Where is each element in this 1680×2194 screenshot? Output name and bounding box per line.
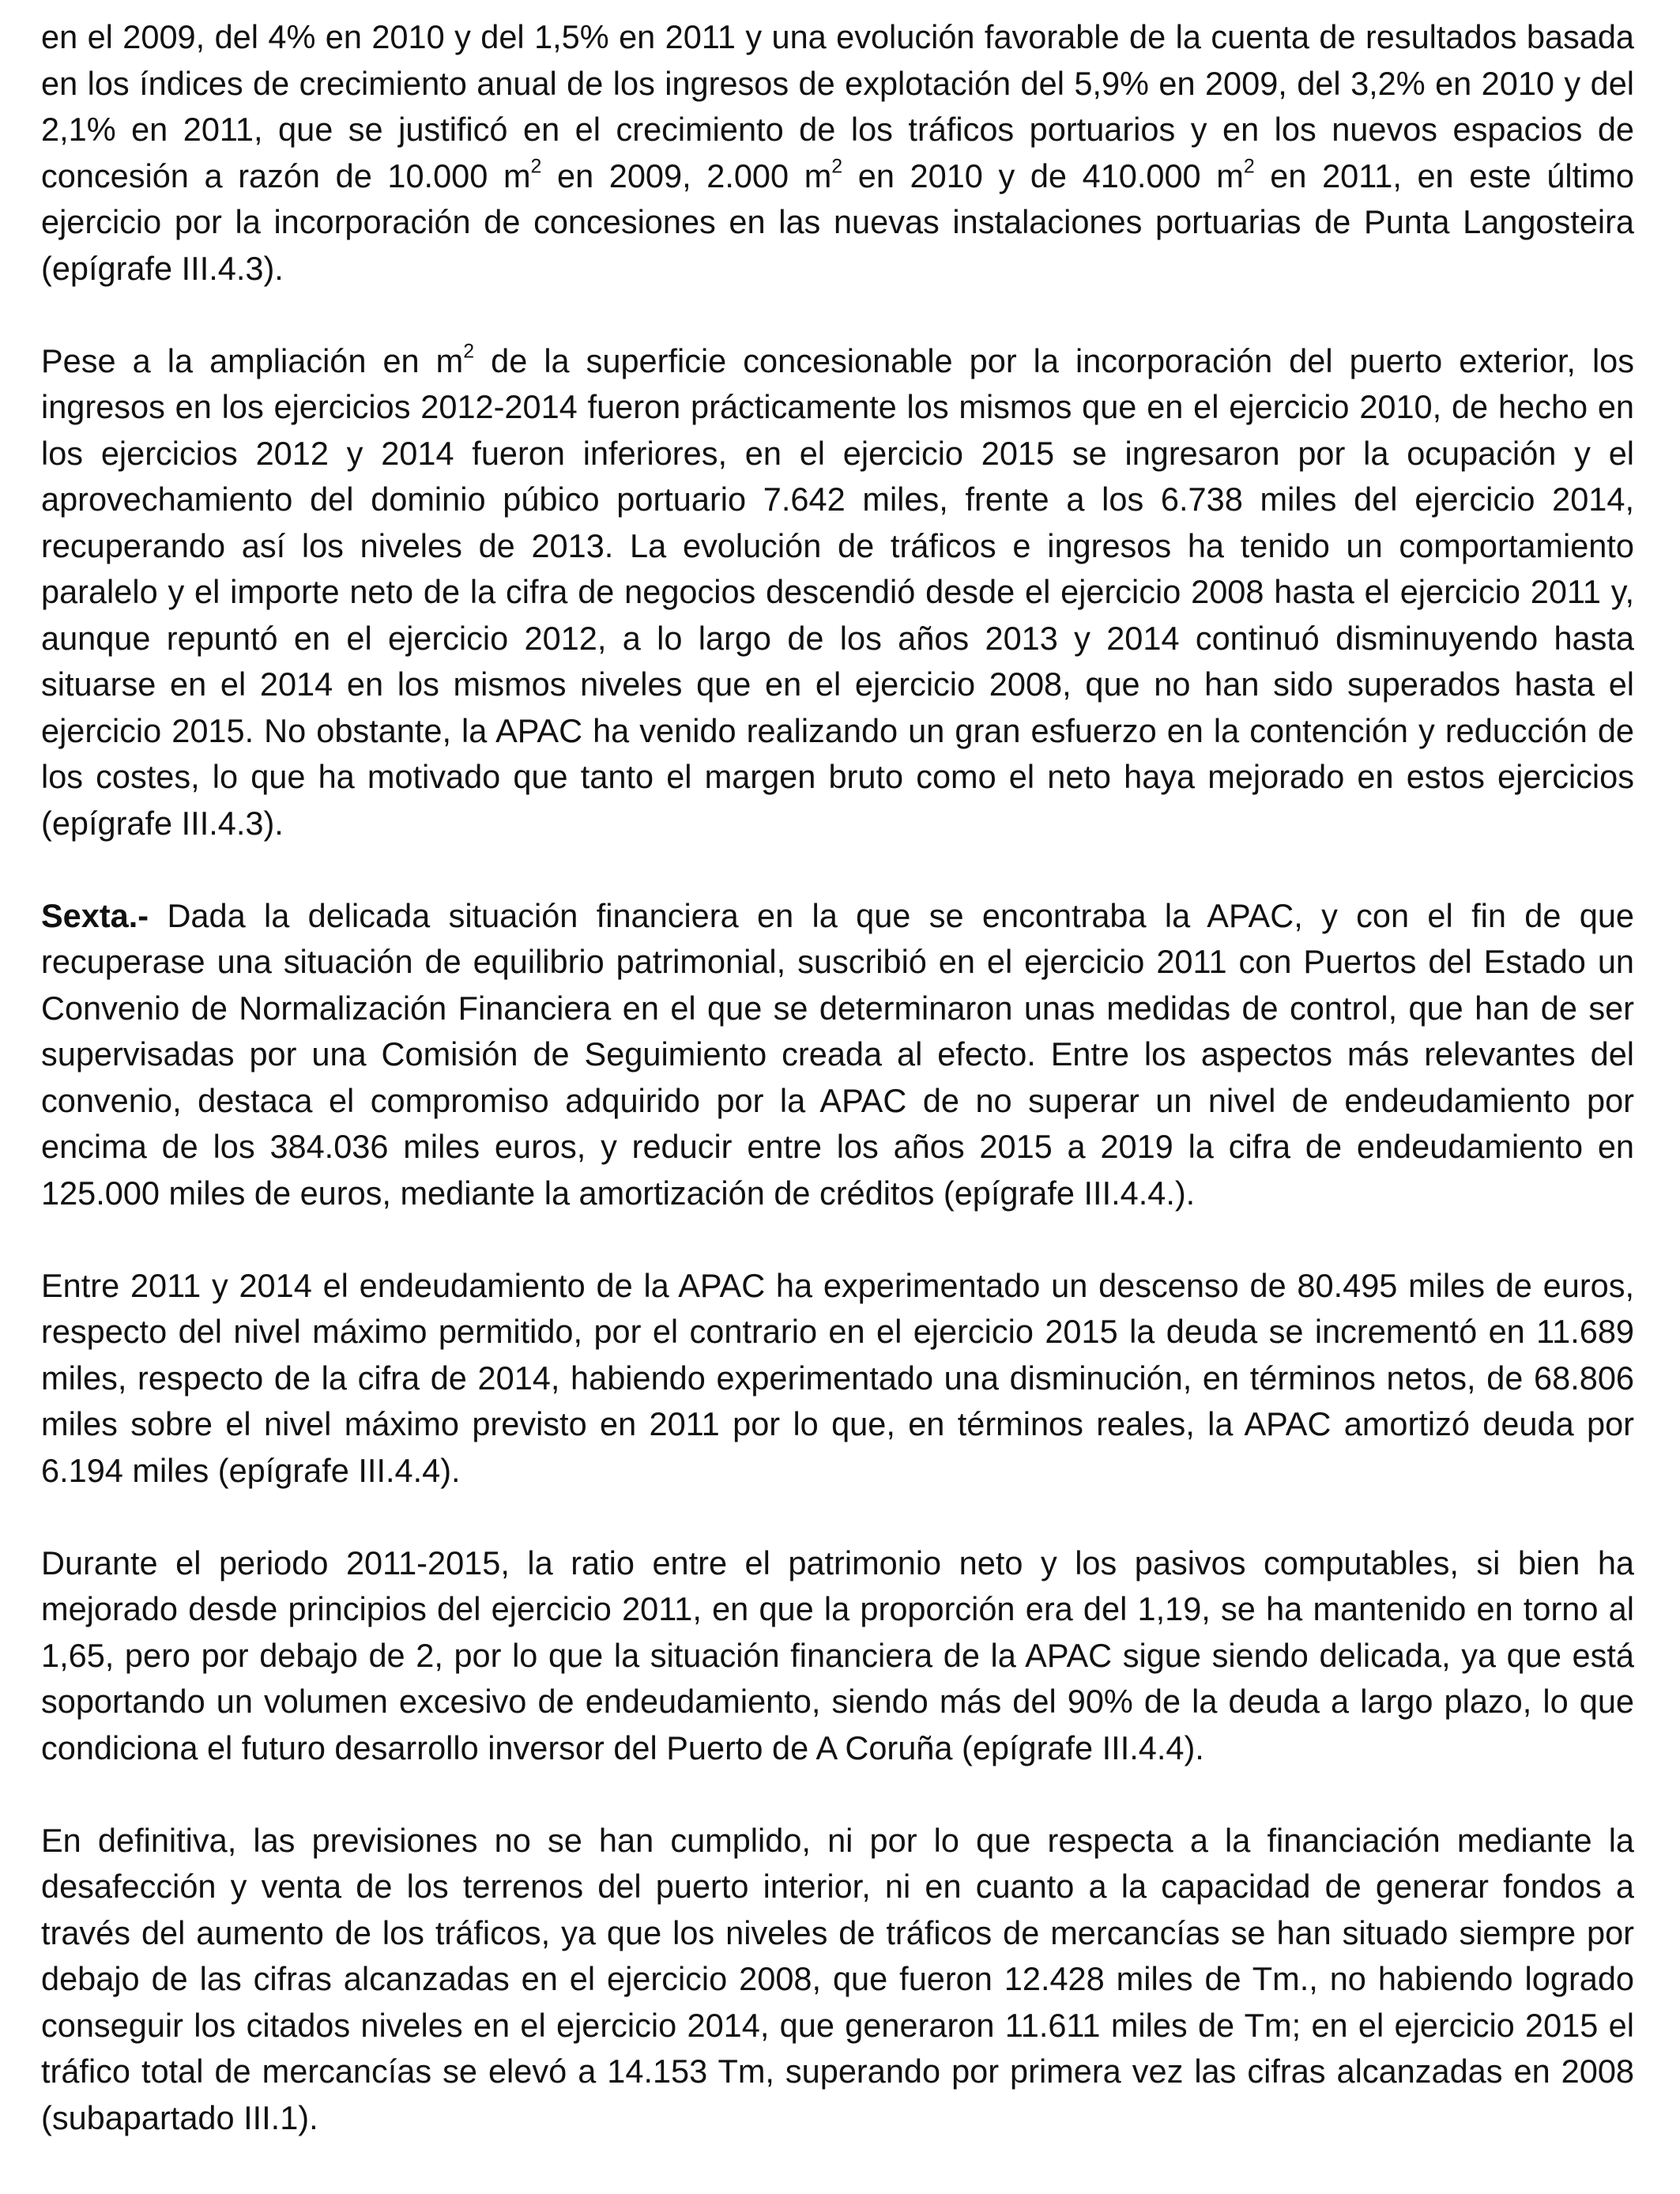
paragraph-ingresos-explotacion	[41, 14, 1634, 292]
superscript-2: 2	[831, 154, 843, 177]
paragraph-text: de la superficie concesionable por la incorporación del puerto exterior, los ingresos en los ejercicios 2012-2014 fueron prácticamente los mismos que en el ejercicio 2010, de hecho en los ejercicios 2012 y 2014 fueron inferiores, en el ejercicio 2015 se ingresaron por la ocupación y el aprovechamiento del dominio púbico portuario 7.642 miles, frente a los 6.738 miles del ejercicio 2014, recuperando así los niveles de 2013. La evolución de tráficos e ingresos ha tenido un comportamiento paralelo y el importe neto de la cifra de negocios descendió desde el ejercicio 2008 hasta el ejercicio 2011 y, aunque repuntó en el ejercicio 2012, a lo largo de los años 2013 y 2014 continuó disminuyendo hasta situarse en el 2014 en los mismos niveles que en el ejercicio 2008, que no han sido superados hasta el ejercicio 2015. No obstante, la APAC ha venido realizando un gran esfuerzo en la contención y reducción de los costes, lo que ha motivado que tanto el margen bruto como el neto haya mejorado en estos ejercicios (epígrafe III.4.3).	[41, 341, 1634, 842]
paragraph-text: en 2009, 2.000 m	[541, 156, 832, 194]
conclusion-lead: Sexta.-	[41, 896, 149, 934]
paragraph-text: en 2011, en este último ejercicio por la incorporación de concesiones en las nuevas instalaciones portuarias de Punta Langosteira (epígrafe III.4.3).	[41, 156, 1635, 287]
paragraph-text: Pese a la ampliación en m	[41, 341, 464, 379]
document-page	[41, 14, 1634, 2141]
superscript-2: 2	[463, 339, 475, 362]
paragraph-sexta-conclusion	[41, 893, 1634, 1217]
paragraph-text: en el 2009, del 4% en 2010 y del 1,5% en 2011 y una evolución favorable de la cuenta de resultados basada en los índices de crecimiento anual de los ingresos de explotación del 5,9% en 2009, del 3,2% en 2010 y del 2,1% en 2011, que se justificó en el crecimiento de los tráficos portuarios y en los nuevos espacios de concesión a razón de 10.000 m	[41, 18, 1634, 194]
paragraph-ratio-patrimonio: Durante el periodo 2011-2015, la ratio entre el patrimonio neto y los pasivos computables, si bien ha mejorado desde principios del ejercicio 2011, en que la proporción era del 1,19, se ha mantenido en torno al 1,65, pero por debajo de 2, por lo que la situación financiera de la APAC sigue siendo delicada, ya que está soportando un volumen excesivo de endeudamiento, siendo más del 90% de la deuda a largo plazo, lo que condiciona el futuro desarrollo inversor del Puerto de A Coruña (epígrafe III.4.4).	[41, 1544, 1634, 1766]
superscript-2: 2	[1243, 154, 1255, 177]
paragraph-text: Dada la delicada situación financiera en la que se encontraba la APAC, y con el fin de que recuperase una situación de equilibrio patrimonial, suscribió en el ejercicio 2011 con Puertos del Estado un Convenio de Normalización Financiera en el que se determinaron unas medidas de control, que han de ser supervisadas por una Comisión de Seguimiento creada al efecto. Entre los aspectos más relevantes del convenio, destaca el compromiso adquirido por la APAC de no superar un nivel de endeudamiento por encima de los 384.036 miles euros, y reducir entre los años 2015 a 2019 la cifra de endeudamiento en 125.000 miles de euros, mediante la amortización de créditos (epígrafe III.4.4.).	[41, 896, 1634, 1212]
paragraph-endeudamiento: Entre 2011 y 2014 el endeudamiento de la APAC ha experimentado un descenso de 80.495 miles de euros, respecto del nivel máximo permitido, por el contrario en el ejercicio 2015 la deuda se incrementó en 11.689 miles, respecto de la cifra de 2014, habiendo experimentado una disminución, en términos netos, de 68.806 miles sobre el nivel máximo previsto en 2011 por lo que, en términos reales, la APAC amortizó deuda por 6.194 miles (epígrafe III.4.4).	[41, 1266, 1634, 1489]
paragraph-text: en 2010 y de 410.000 m	[842, 156, 1244, 194]
paragraph-superficie-concesionable	[41, 338, 1634, 847]
superscript-2: 2	[530, 154, 542, 177]
paragraph-previsiones: En definitiva, las previsiones no se han cumplido, ni por lo que respecta a la financiación mediante la desafección y venta de los terrenos del puerto interior, ni en cuanto a la capacidad de generar fondos a través del aumento de los tráficos, ya que los niveles de tráficos de mercancías se han situado siempre por debajo de las cifras alcanzadas en el ejercicio 2008, que fueron 12.428 miles de Tm., no habiendo logrado conseguir los citados niveles en el ejercicio 2014, que generaron 11.611 miles de Tm; en el ejercicio 2015 el tráfico total de mercancías se elevó a 14.153 Tm, superando por primera vez las cifras alcanzadas en 2008 (subapartado III.1).	[41, 1821, 1634, 2136]
